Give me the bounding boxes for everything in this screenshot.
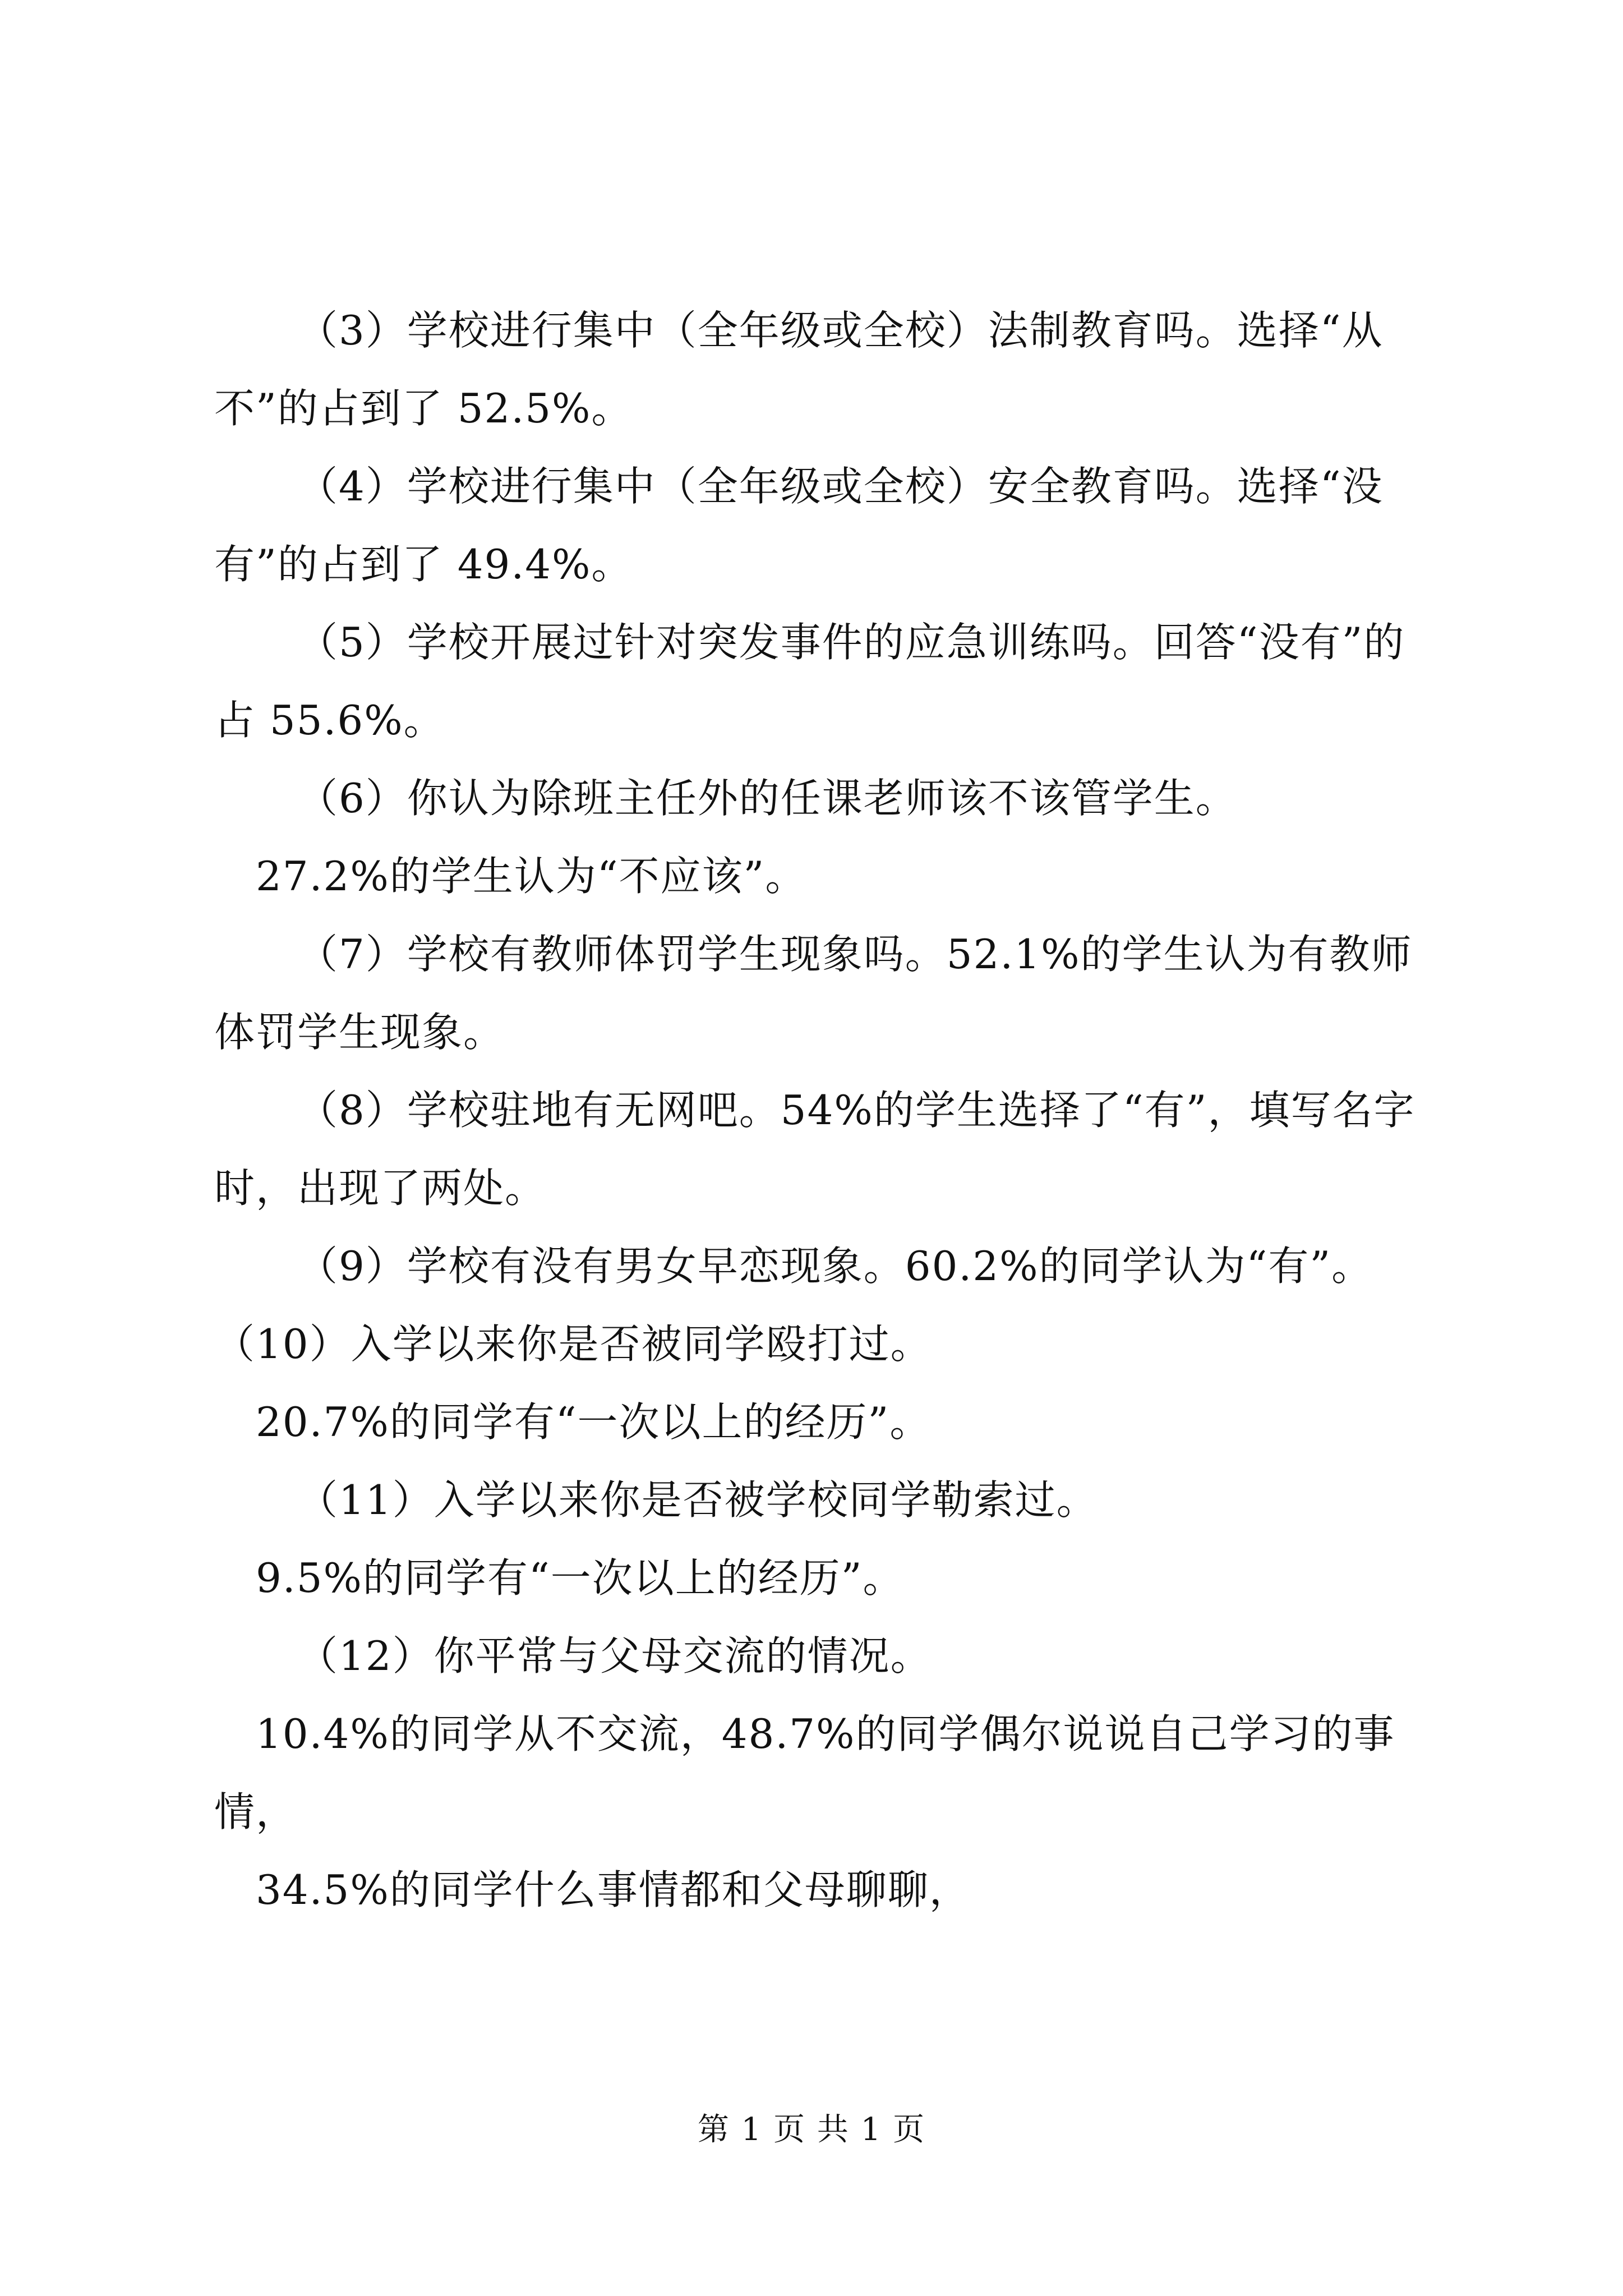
paragraph-q11: （11）入学以来你是否被学校同学勒索过。 <box>297 1476 1098 1524</box>
page-footer: 第 1 页 共 1 页 <box>697 2111 926 2148</box>
paragraph-q10: （10）入学以来你是否被同学殴打过。 <box>214 1320 932 1368</box>
paragraph-q7: （7）学校有教师体罚学生现象吗。52.1%的学生认为有教师体罚学生现象。 <box>214 931 1413 1056</box>
paragraph-q12-result-2: 34.5%的同学什么事情都和父母聊聊， <box>256 1866 971 1913</box>
paragraph-q10-result: 20.7%的同学有“一次以上的经历”。 <box>256 1398 932 1446</box>
paragraph-q3: （3）学校进行集中（全年级或全校）法制教育吗。选择“从不”的占到了 52.5%。 <box>214 307 1384 432</box>
paragraph-q5: （5）学校开展过针对突发事件的应急训练吗。回答“没有”的占 55.6%。 <box>214 619 1405 744</box>
paragraph-q12-result-1: 10.4%的同学从不交流，48.7%的同学偶尔说说自己学习的事情， <box>214 1710 1395 1835</box>
paragraph-q11-result: 9.5%的同学有“一次以上的经历”。 <box>256 1554 905 1602</box>
paragraph-q9: （9）学校有没有男女早恋现象。60.2%的同学认为“有”。 <box>297 1243 1373 1290</box>
paragraph-q6-result: 27.2%的学生认为“不应该”。 <box>256 853 807 900</box>
paragraph-q8: （8）学校驻地有无网吧。54%的学生选择了“有”，填写名字时，出现了两处。 <box>214 1087 1415 1212</box>
body-text <box>214 292 1426 1929</box>
paragraph-q12: （12）你平常与父母交流的情况。 <box>297 1632 932 1680</box>
paragraph-q6: （6）你认为除班主任外的任课老师该不该管学生。 <box>297 775 1237 822</box>
paragraph-q4: （4）学校进行集中（全年级或全校）安全教育吗。选择“没有”的占到了 49.4%。 <box>214 463 1384 588</box>
